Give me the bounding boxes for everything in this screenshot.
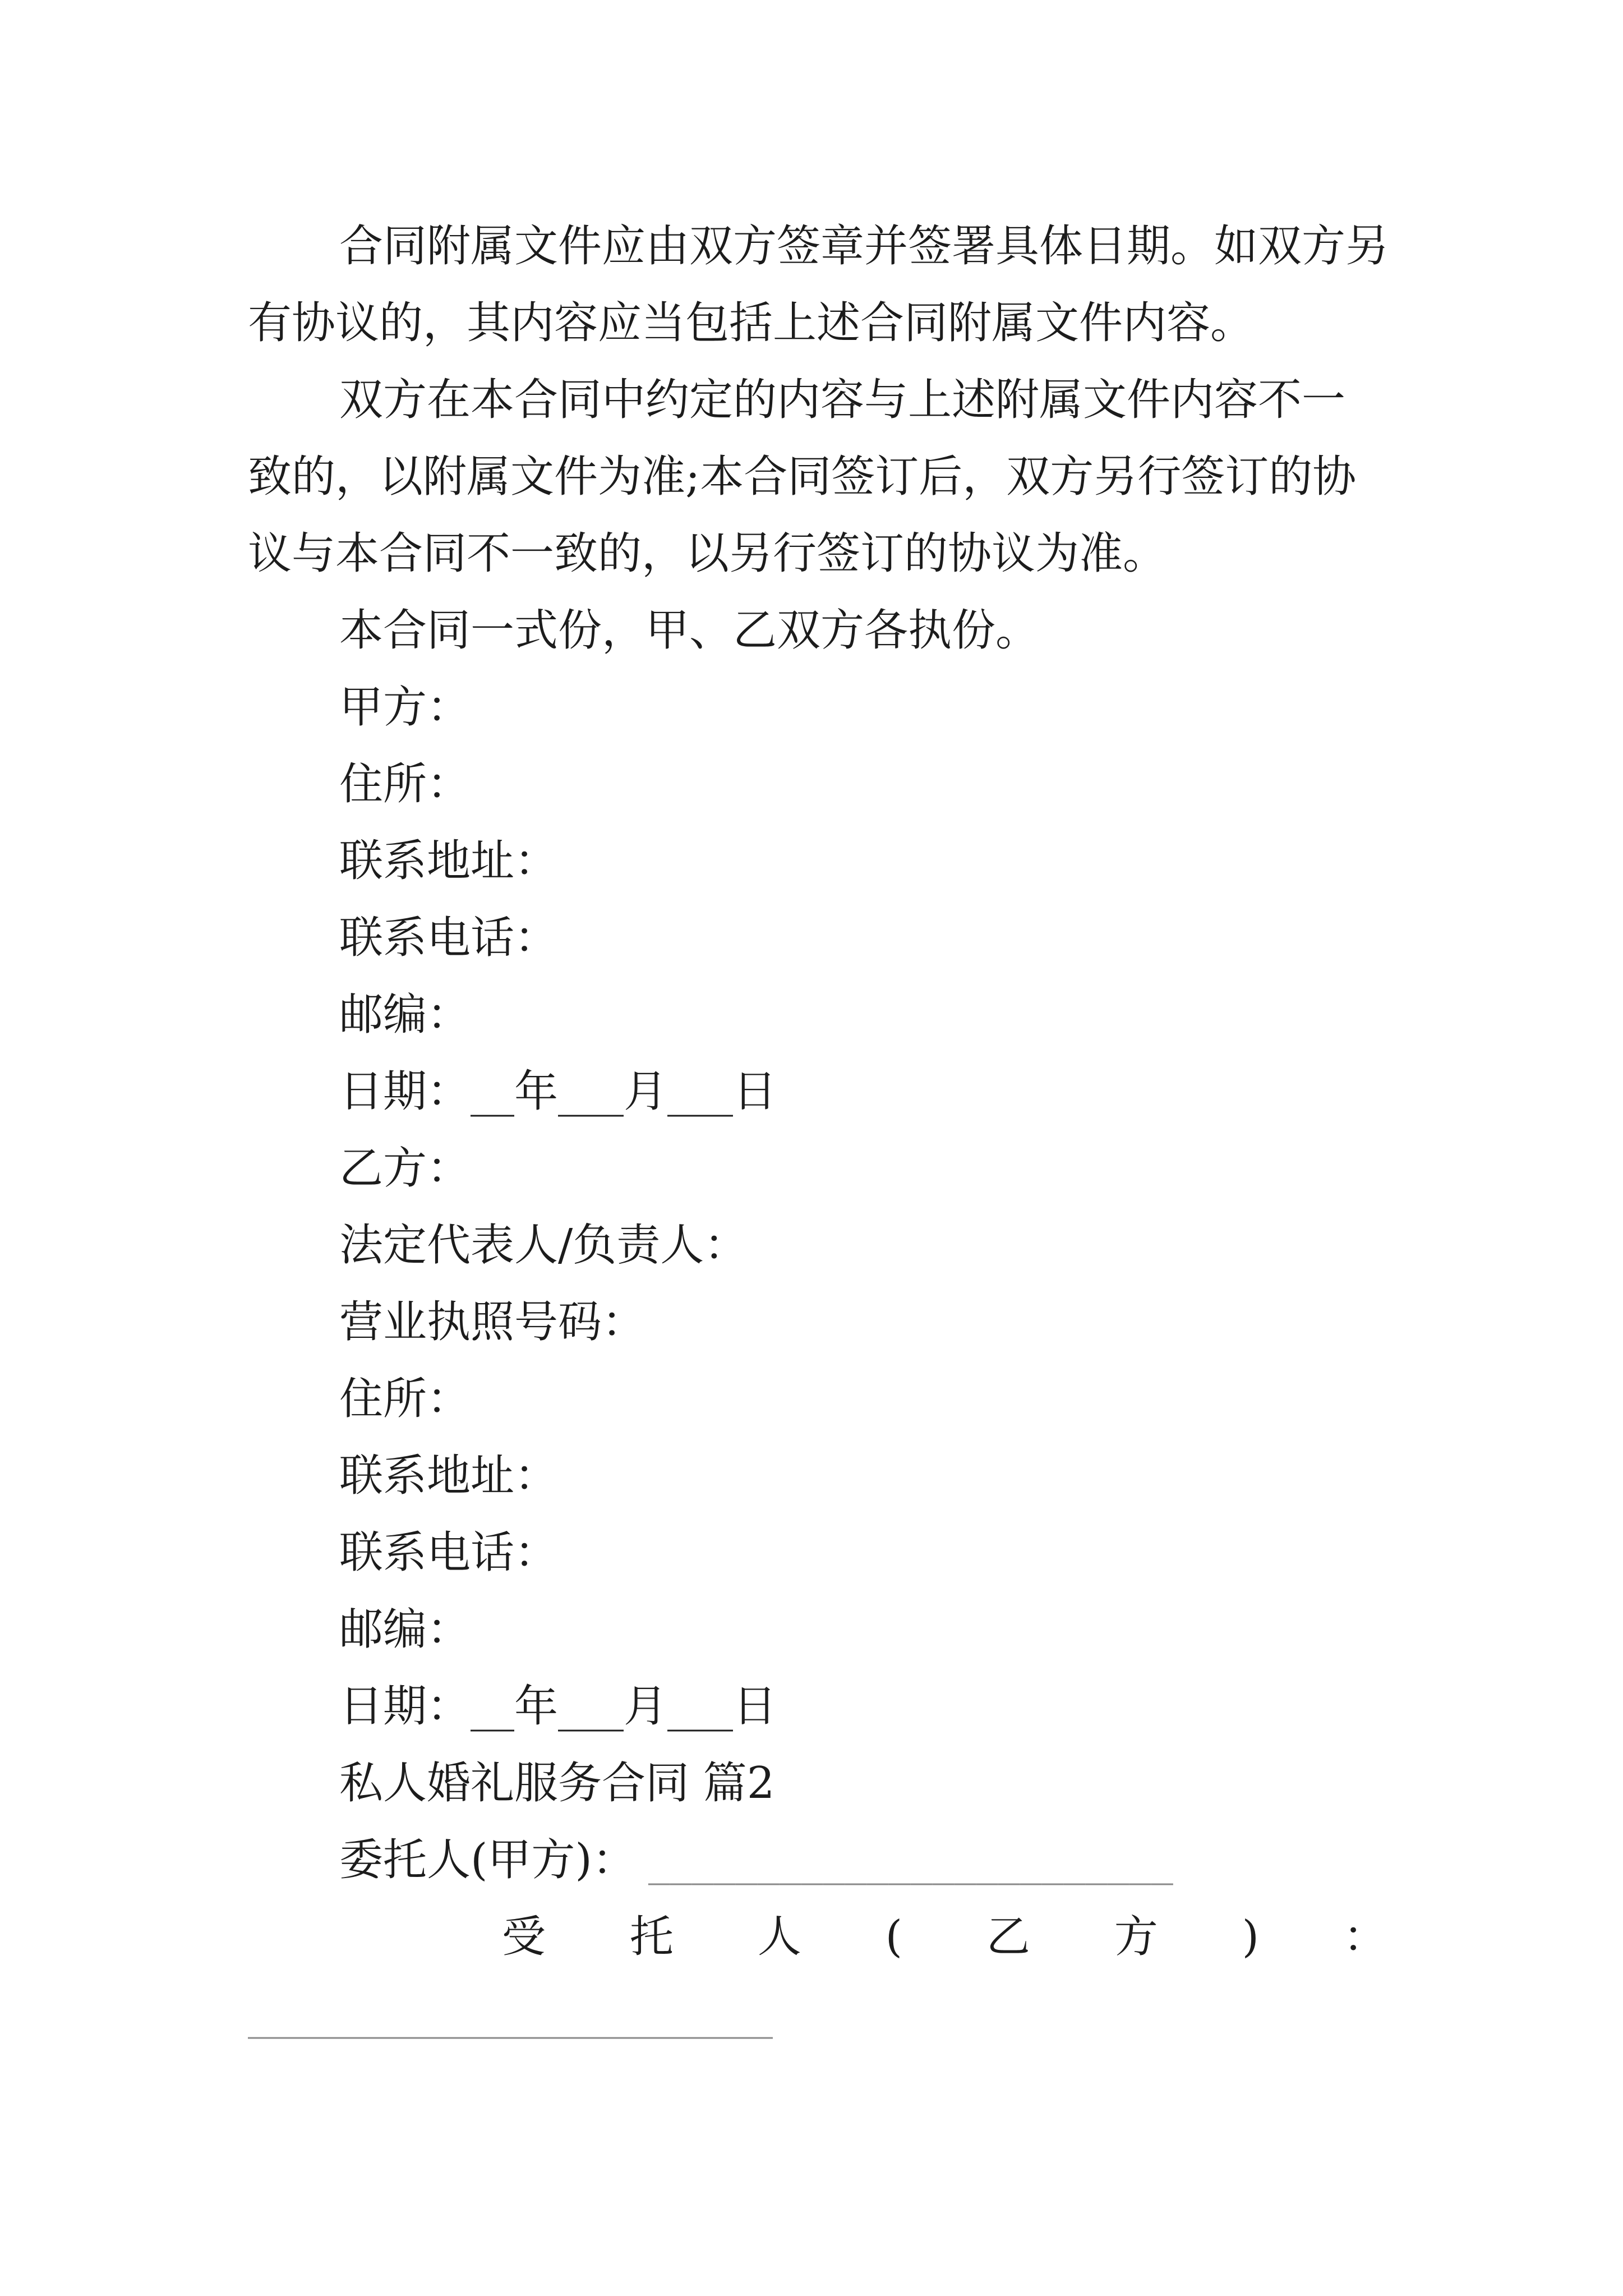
trustee-label-char: 方 <box>1114 1912 1158 1962</box>
paragraph-line: 合同附属文件应由双方签章并签署具体日期。如双方另 <box>339 221 1390 272</box>
trustee-line <box>248 1899 1392 1976</box>
paragraph-line: 议与本合同不一致的，以另行签订的协议为准。 <box>248 528 1167 579</box>
party-b-representative-field: 法定代表人/负责人： <box>339 1220 748 1271</box>
party-a-residence-field: 住所： <box>339 759 471 809</box>
party-a-address-field: 联系地址： <box>339 836 559 886</box>
trustee-label-char: 受 <box>502 1912 546 1962</box>
trustee-label-char: ： <box>1343 1912 1387 1962</box>
party-b-license-field: 营业执照号码： <box>339 1297 646 1347</box>
trustee-blank-line <box>248 1976 1392 2053</box>
party-b-date-field: 日期：__年___月___日 <box>339 1681 777 1732</box>
party-b-address-field: 联系地址： <box>339 1451 559 1501</box>
paragraph-line: 有协议的，其内容应当包括上述合同附属文件内容。 <box>248 298 1255 348</box>
paragraph-line: 双方在本合同中约定的内容与上述附属文件内容不一 <box>339 375 1346 425</box>
paragraph-line: 致的，以附属文件为准;本合同签订后，双方另行签订的协 <box>248 452 1357 502</box>
party-b-postcode-field: 邮编： <box>339 1604 471 1655</box>
trustee-label-char: ) <box>1242 1912 1260 1962</box>
trustee-label-char: 托 <box>629 1912 674 1962</box>
party-b-phone-field: 联系电话： <box>339 1527 559 1578</box>
section-title: 私人婚礼服务合同 篇2 <box>339 1758 775 1809</box>
client-line <box>248 1822 1392 1899</box>
trustee-label-char: 人 <box>757 1912 801 1962</box>
trustee-label-char: ( <box>885 1912 903 1962</box>
trustee-signature-blank: ________________________ <box>248 1989 773 2039</box>
paragraph-line: 本合同一式份，甲、乙双方各执份。 <box>339 605 1040 656</box>
party-a-label: 甲方： <box>339 682 471 733</box>
trustee-label-char: 乙 <box>986 1912 1030 1962</box>
party-b-residence-field: 住所： <box>339 1374 471 1424</box>
client-signature-blank: ________________________ <box>648 1835 1173 1885</box>
client-label: 委托人(甲方)： <box>339 1835 636 1885</box>
party-a-phone-field: 联系电话： <box>339 913 559 963</box>
party-a-postcode-field: 邮编： <box>339 990 471 1040</box>
party-b-label: 乙方： <box>339 1143 471 1194</box>
party-a-date-field: 日期：__年___月___日 <box>339 1066 777 1117</box>
document-page <box>248 208 1392 2053</box>
trustee-label <box>502 1899 1387 1976</box>
